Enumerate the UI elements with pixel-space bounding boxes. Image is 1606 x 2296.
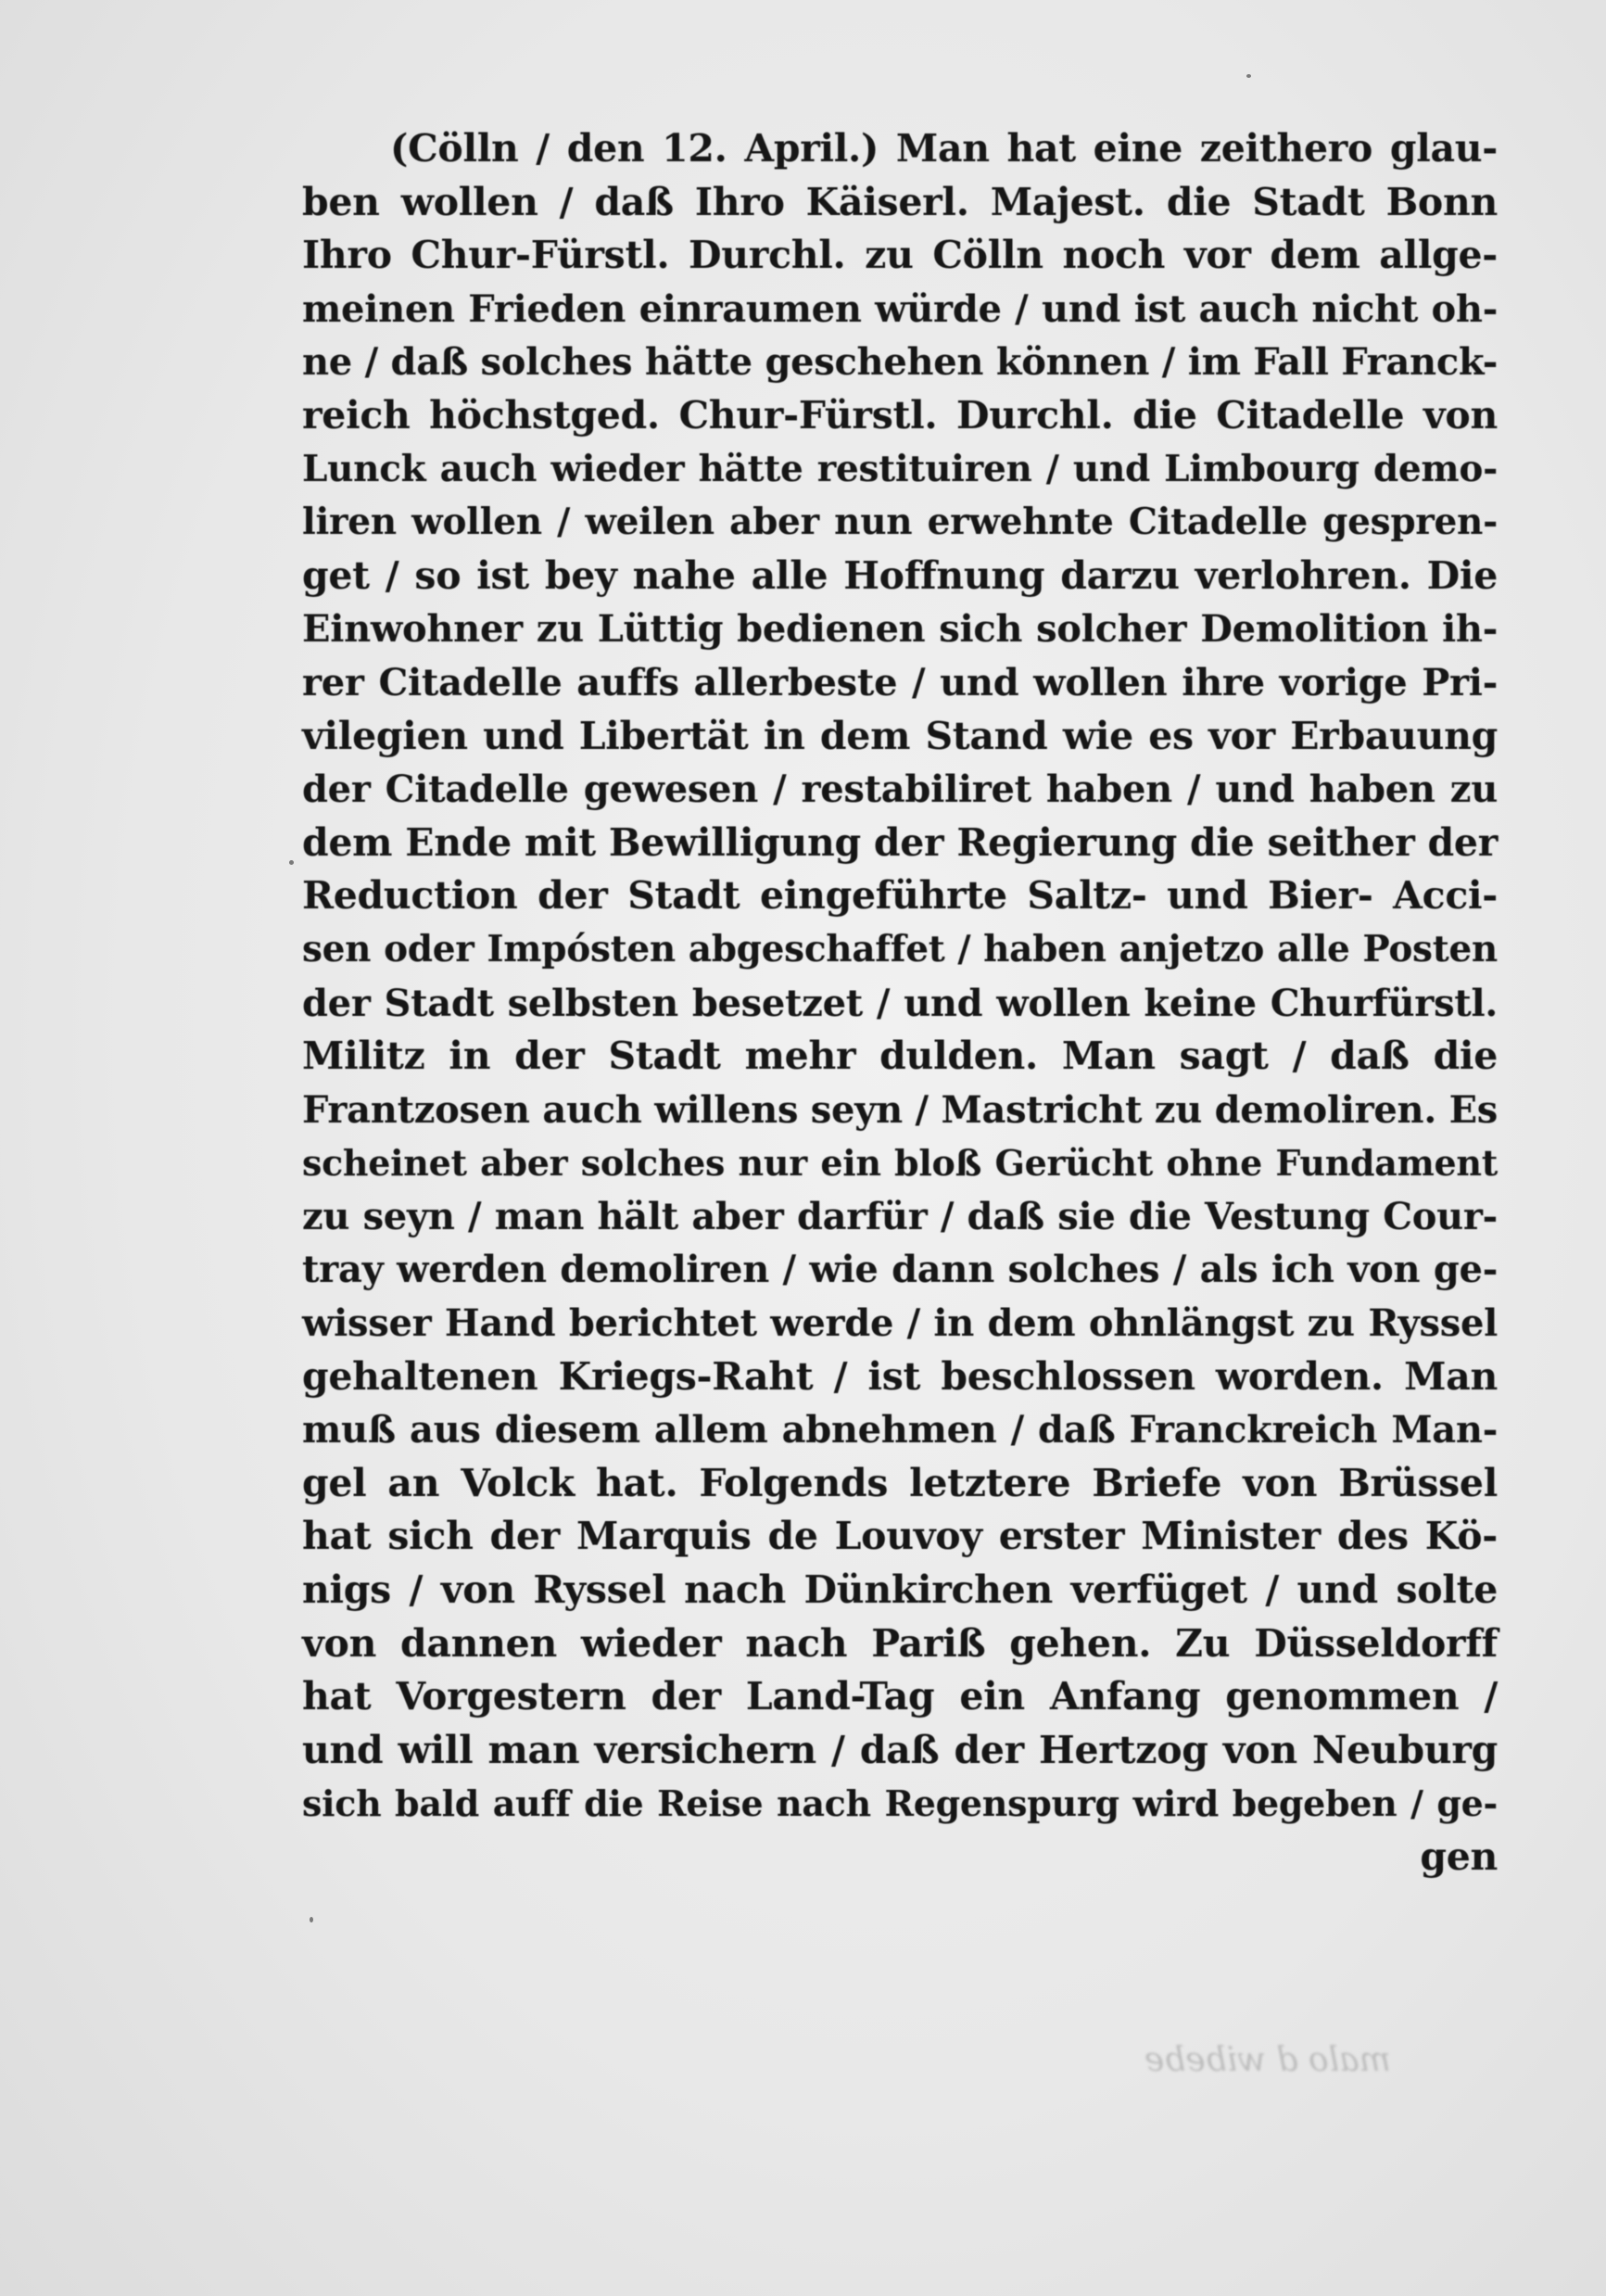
text-line: muß aus diesem allem abnehmen / daß Franckreich Man- [302, 1408, 1498, 1452]
text-line: hat Vorgestern der Land-Tag ein Anfang genommen / [302, 1674, 1498, 1719]
text-line: und will man versichern / daß der Hertzog von Neuburg [302, 1727, 1498, 1772]
text-line: (Cölln / den 12. April.) Man hat eine zeithero glau- [390, 126, 1498, 171]
bleed-through-text: malo d wibebe [1144, 2041, 1391, 2079]
text-line: zu seyn / man hält aber darfür / daß sie die Vestung Cour- [302, 1194, 1498, 1238]
text-line: tray werden demoliren / wie dann solches / als ich von ge- [302, 1248, 1498, 1292]
text-line: ne / daß solches hätte geschehen können / im Fall Franck- [302, 340, 1498, 385]
text-line: Reduction der Stadt eingeführte Saltz- und Bier- Acci- [302, 873, 1498, 919]
text-line: get / so ist bey nahe alle Hoffnung darzu verlohren. Die [302, 552, 1498, 598]
text-line: hat sich der Marquis de Louvoy erster Minister des Kö- [302, 1514, 1498, 1559]
text-line: der Stadt selbsten besetzet / und wollen keine Churfürstl. [302, 981, 1498, 1025]
text-line: nigs / von Ryssel nach Dünkirchen verfüget / und solte [302, 1567, 1498, 1613]
dust-speck [289, 860, 294, 865]
text-line: der Citadelle gewesen / restabiliret haben / und haben zu [302, 767, 1498, 812]
newspaper-column [302, 122, 1498, 1884]
text-line: gen [1420, 1834, 1498, 1879]
text-line: vilegien und Libertät in dem Stand wie es vor Erbauung [302, 713, 1498, 758]
text-line: wisser Hand berichtet werde / in dem ohnlängst zu Ryssel [302, 1301, 1498, 1346]
text-line: scheinet aber solches nur ein bloß Gerücht ohne Fundament [302, 1142, 1498, 1185]
text-line: dem Ende mit Bewilligung der Regierung die seither der [302, 819, 1498, 865]
dust-speck [310, 1917, 313, 1922]
text-line: reich höchstged. Chur-Fürstl. Durchl. die Citadelle von [302, 392, 1498, 438]
dust-speck [1246, 74, 1251, 78]
text-line: ben wollen / daß Ihro Käiserl. Majest. die Stadt Bonn [302, 179, 1498, 224]
text-line: sich bald auff die Reise nach Regenspurg wird begeben / ge- [302, 1782, 1498, 1825]
text-line: gehaltenen Kriegs-Raht / ist beschlossen worden. Man [302, 1353, 1498, 1399]
text-line: meinen Frieden einraumen würde / und ist auch nicht oh- [302, 286, 1498, 331]
text-line: Einwohner zu Lüttig bedienen sich solcher Demolition ih- [302, 607, 1498, 652]
text-line: sen oder Impósten abgeschaffet / haben anjetzo alle Posten [302, 927, 1498, 970]
text-line: Frantzosen auch willens seyn / Mastricht zu demoliren. Es [302, 1087, 1498, 1132]
text-line: rer Citadelle auffs allerbeste / und wollen ihre vorige Pri- [302, 660, 1498, 704]
text-line: von dannen wieder nach Pariß gehen. Zu Düsseldorff [302, 1620, 1498, 1666]
text-line: Militz in der Stadt mehr dulden. Man sagt / daß die [302, 1034, 1498, 1079]
text-line: gel an Volck hat. Folgends letztere Briefe von Brüssel [302, 1460, 1498, 1505]
text-line: Lunck auch wieder hätte restituiren / und Limbourg demo- [302, 447, 1498, 490]
text-line: Ihro Chur-Fürstl. Durchl. zu Cölln noch vor dem allge- [302, 233, 1498, 278]
text-line: liren wollen / weilen aber nun erwehnte Citadelle gespren- [302, 501, 1498, 544]
